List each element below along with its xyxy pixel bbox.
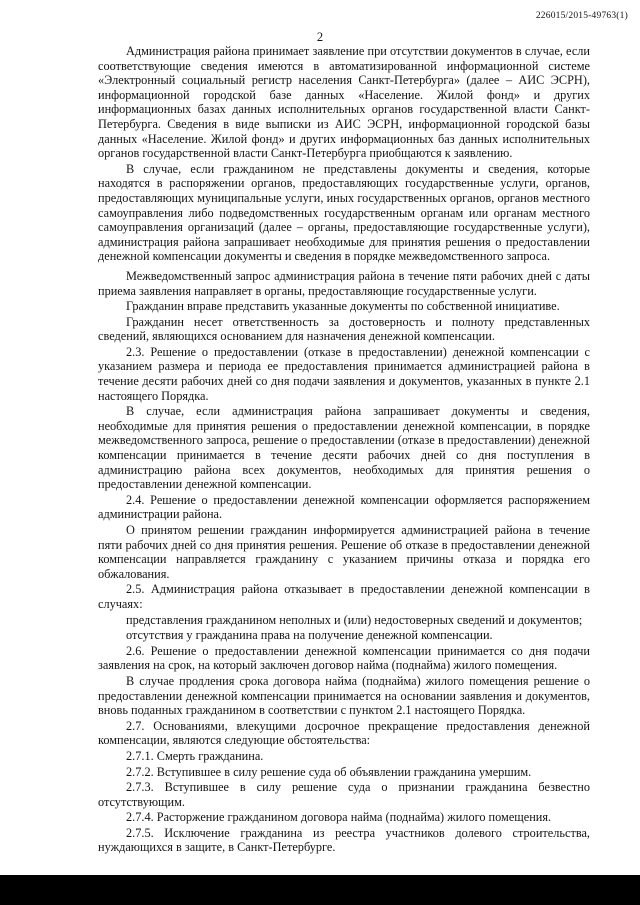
paragraph: 2.7.5. Исключение гражданина из реестра участников долевого строительства, нуждающихся в защите, в Санкт-Петербурге. [98, 825, 590, 855]
paragraph: 2.5. Администрация района отказывает в предоставлении денежной компенсации в случаях: [98, 582, 590, 611]
paragraph: В случае продления срока договора найма (поднайма) жилого помещения решение о предоставлении денежной компенсации принимается на основании заявления и документов, вновь поданных гражданином в соответствии с пунктом 2.1 настоящего Порядка. [98, 673, 590, 718]
paragraph: отсутствия у гражданина права на получение денежной компенсации. [126, 628, 493, 643]
scan-border-bar [0, 875, 640, 905]
paragraph: 2.7.4. Расторжение гражданином договора найма (поднайма) жилого помещения. [126, 810, 552, 825]
paragraph: В случае, если гражданином не представлены документы и сведения, которые находятся в распоряжении органов, предоставляющих государственные услуги, органов, предоставляющих муниципальные услуги, иных государственных органов, органов местного самоуправления либо подведомственных государственным органам или органам местного самоуправления организаций (далее – органы, предоставляющие государственные услуги), администрация района запрашивает необходимые для принятия решения о предоставлении денежной компенсации документы и сведения в порядке межведомственного запроса. [98, 161, 590, 264]
document-body [98, 44, 590, 856]
paragraph: Межведомственный запрос администрация района в течение пяти рабочих дней с даты приема заявления направляет в органы, предоставляющие государственные услуги. [98, 268, 590, 298]
paragraph: Администрация района принимает заявление при отсутствии документов в случае, если соответствующие сведения имеются в автоматизированной информационной системе «Электронный социальный регистр населения Санкт-Петербурга» (далее – АИС ЭСРН), информационной городской базе данных «Население. Жилой фонд» и других информационных базах данных исполнительных органов государственной власти Санкт-Петербурга. Сведения в виде выписки из АИС ЭСРН, информационной городской базы данных «Население. Жилой фонд» и других информационных баз данных исполнительных органов государственной власти Санкт-Петербурга приобщаются к заявлению. [98, 44, 590, 161]
paragraph: О принятом решении гражданин информируется администрацией района в течение пяти рабочих дней со дня принятия решения. Решение об отказе в предоставлении денежной компенсации направляется гражданину с указанием причины отказа и порядка его обжалования. [98, 523, 590, 581]
paragraph: 2.7.3. Вступившее в силу решение суда о признании гражданина безвестно отсутствующим. [98, 780, 590, 809]
paragraph: представления гражданином неполных и (или) недостоверных сведений и документов; [126, 612, 583, 627]
paragraph: 2.4. Решение о предоставлении денежной компенсации оформляется распоряжением администрации района. [98, 492, 590, 522]
paragraph: Гражданин несет ответственность за достоверность и полноту представленных сведений, являющихся основанием для назначения денежной компенсации. [98, 314, 590, 344]
paragraph: 2.7.1. Смерть гражданина. [126, 748, 264, 763]
paragraph: 2.6. Решение о предоставлении денежной компенсации принимается со дня подачи заявления на срок, на который заключен договор найма (поднайма) жилого помещения. [98, 643, 590, 673]
document-id: 226015/2015-49763(1) [535, 11, 628, 21]
paragraph: 2.3. Решение о предоставлении (отказе в предоставлении) денежной компенсации с указанием размера и периода ее предоставления принимается администрацией района в течение десяти рабочих дней со дня подачи заявления и документов, указанных в пункте 2.1 настоящего Порядка. [98, 344, 590, 403]
paragraph: В случае, если администрация района запрашивает документы и сведения, необходимые для принятия решения о предоставлении денежной компенсации, в порядке межведомственного запроса, решение о предоставлении (отказе в предоставлении) денежной компенсации принимается в течение десяти рабочих дней со дня поступления в администрацию района всех документов, необходимых для принятия решения о предоставлении денежной компенсации. [98, 404, 590, 492]
paragraph: 2.7. Основаниями, влекущими досрочное прекращение предоставления денежной компенсации, являются следующие обстоятельства: [98, 718, 590, 748]
paragraph: Гражданин вправе представить указанные документы по собственной инициативе. [126, 299, 560, 314]
paragraph: 2.7.2. Вступившее в силу решение суда об объявлении гражданина умершим. [126, 764, 532, 779]
page-number: 2 [316, 30, 324, 44]
